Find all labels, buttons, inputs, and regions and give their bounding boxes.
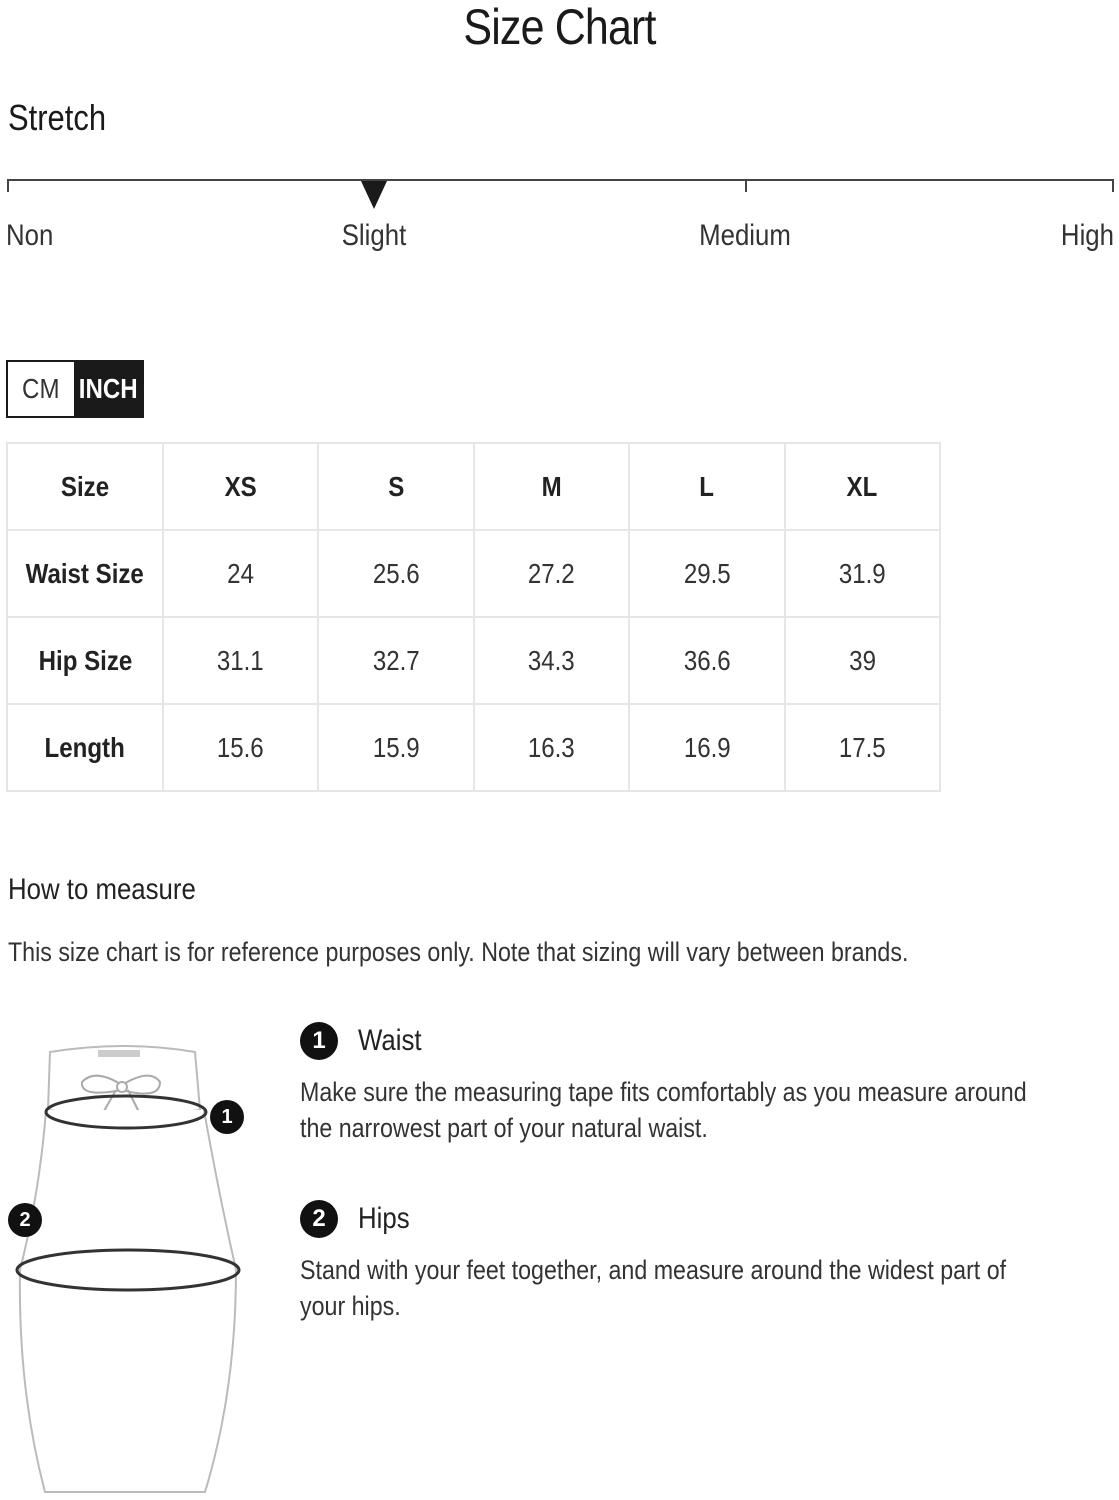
step-number-badge: 1 bbox=[300, 1022, 338, 1060]
table-header-cell: Size bbox=[7, 443, 163, 530]
size-table bbox=[6, 442, 941, 792]
table-header-row bbox=[7, 443, 940, 530]
step-description: Stand with your feet together, and measure around the widest part of your hips. bbox=[300, 1255, 1007, 1321]
step-number-badge: 2 bbox=[300, 1200, 338, 1238]
table-cell: 32.7 bbox=[318, 617, 473, 704]
stretch-label-non: Non bbox=[6, 219, 54, 252]
table-cell: 15.6 bbox=[163, 704, 318, 791]
unit-cm-label: CM bbox=[22, 373, 60, 404]
stretch-label-medium: Medium bbox=[699, 219, 791, 252]
table-row bbox=[7, 530, 940, 617]
step-description: Make sure the measuring tape fits comfortably as you measure around the narrowest part of your natural waist. bbox=[300, 1077, 1027, 1143]
table-row bbox=[7, 617, 940, 704]
table-row-label: Hip Size bbox=[7, 617, 163, 704]
table-cell: 17.5 bbox=[785, 704, 940, 791]
step-name: Hips bbox=[358, 1202, 410, 1235]
stretch-tick-high bbox=[1112, 179, 1114, 192]
step-hips bbox=[300, 1200, 1020, 1324]
skirt-marker-hips: 2 bbox=[8, 1203, 42, 1237]
table-cell: 31.9 bbox=[785, 530, 940, 617]
stretch-tick-non bbox=[7, 179, 9, 192]
unit-inch-button[interactable] bbox=[74, 362, 142, 416]
unit-cm-button[interactable] bbox=[8, 362, 74, 416]
table-row-label: Length bbox=[7, 704, 163, 791]
table-cell: 16.9 bbox=[629, 704, 784, 791]
table-cell: 27.2 bbox=[474, 530, 629, 617]
step-name: Waist bbox=[358, 1024, 422, 1057]
table-cell: 36.6 bbox=[629, 617, 784, 704]
table-cell: 15.9 bbox=[318, 704, 473, 791]
step-waist bbox=[300, 1022, 1027, 1146]
table-header-cell: L bbox=[629, 443, 784, 530]
table-cell: 25.6 bbox=[318, 530, 473, 617]
table-row-label: Waist Size bbox=[7, 530, 163, 617]
table-cell: 34.3 bbox=[474, 617, 629, 704]
unit-inch-label: INCH bbox=[78, 373, 138, 404]
table-cell: 24 bbox=[163, 530, 318, 617]
page-title: Size Chart bbox=[463, 0, 656, 55]
unit-toggle bbox=[6, 360, 144, 418]
table-cell: 29.5 bbox=[629, 530, 784, 617]
stretch-label-slight: Slight bbox=[341, 219, 407, 252]
stretch-label-high: High bbox=[1060, 219, 1114, 252]
table-cell: 16.3 bbox=[474, 704, 629, 791]
skirt-marker-waist: 1 bbox=[210, 1100, 244, 1134]
stretch-marker-icon bbox=[361, 181, 387, 209]
table-header-cell: XS bbox=[163, 443, 318, 530]
how-to-measure-heading: How to measure bbox=[8, 873, 196, 906]
table-cell: 39 bbox=[785, 617, 940, 704]
reference-note: This size chart is for reference purposes only. Note that sizing will vary between brands. bbox=[8, 937, 909, 967]
table-header-cell: S bbox=[318, 443, 473, 530]
table-header-cell: XL bbox=[785, 443, 940, 530]
stretch-tick-medium bbox=[745, 179, 747, 192]
table-cell: 31.1 bbox=[163, 617, 318, 704]
stretch-heading: Stretch bbox=[8, 97, 107, 138]
stretch-scale-line bbox=[7, 179, 1114, 181]
table-header-cell: M bbox=[474, 443, 629, 530]
table-row bbox=[7, 704, 940, 791]
